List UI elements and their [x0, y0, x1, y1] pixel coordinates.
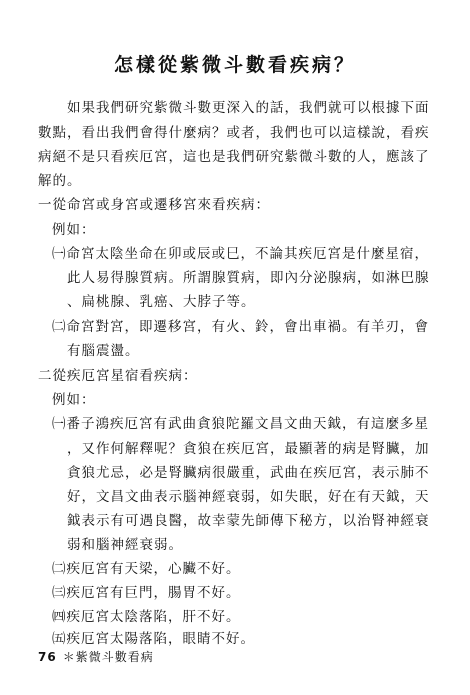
running-footer-title: ＊紫微斗數看病 [62, 650, 154, 664]
list-item-continuation: 有腦震盪。 [67, 343, 140, 359]
list-item: ㈡命宮對宮，即遷移宮，有火、鈴，會出車禍。有羊刃，會 [52, 319, 429, 335]
list-item-continuation: 此人易得腺質病。所謂腺質病，即內分泌腺病，如淋巴腺 [67, 270, 430, 286]
section-heading: 二從疾厄宮星宿看疾病： [38, 368, 198, 384]
list-item-continuation: 弱和腦神經衰弱。 [67, 537, 183, 553]
body-line: 病絕不是只看疾厄宮，這也是我們研究紫微斗數的人，應該了 [38, 149, 430, 165]
example-label: 例如： [52, 222, 96, 238]
list-item-continuation: 鉞表示有可遇良醫，故幸蒙先師傳下秘方，以治腎神經衰 [67, 513, 430, 529]
page-title: 怎樣從紫微斗數看疾病？ [113, 54, 356, 76]
list-item: ㈤疾厄宮太陽落陷，眼睛不好。 [52, 631, 255, 647]
list-item-continuation: 貪狼尤忌，必是腎臟病很嚴重，武曲在疾厄宮，表示肺不 [67, 465, 430, 481]
list-item-continuation: 、扁桃腺、乳癌、大脖子等。 [67, 294, 256, 310]
body-line: 如果我們研究紫微斗數更深入的話，我們就可以根據下面 [67, 100, 430, 116]
section-heading: 一從命宮或身宮或遷移宮來看疾病： [38, 197, 270, 213]
list-item: ㈡疾厄宮有天梁，心臟不好。 [52, 561, 241, 577]
list-item-continuation: 好，文昌文曲表示腦神經衰弱，如失眠，好在有天鉞，天 [67, 489, 430, 505]
page-number: 76 [38, 650, 57, 664]
list-item: ㈠命宮太陰坐命在卯或辰或巳，不論其疾厄宮是什麼星宿， [52, 246, 429, 262]
example-label: 例如： [52, 392, 96, 408]
list-item: ㈢疾厄宮有巨門，腸胃不好。 [52, 585, 241, 601]
list-item: ㈠番子鴻疾厄宮有武曲貪狼陀羅文昌文曲天鉞，有這麼多星 [52, 416, 429, 432]
body-line: 解的。 [38, 173, 82, 189]
list-item-continuation: ，又作何解釋呢？貪狼在疾厄宮，最顯著的病是腎臟，加 [67, 441, 430, 457]
body-line: 數點，看出我們會得什麼病？或者，我們也可以這樣說，看疾 [38, 125, 430, 141]
list-item: ㈣疾厄宮太陰落陷，肝不好。 [52, 609, 241, 625]
page-footer [38, 648, 154, 665]
